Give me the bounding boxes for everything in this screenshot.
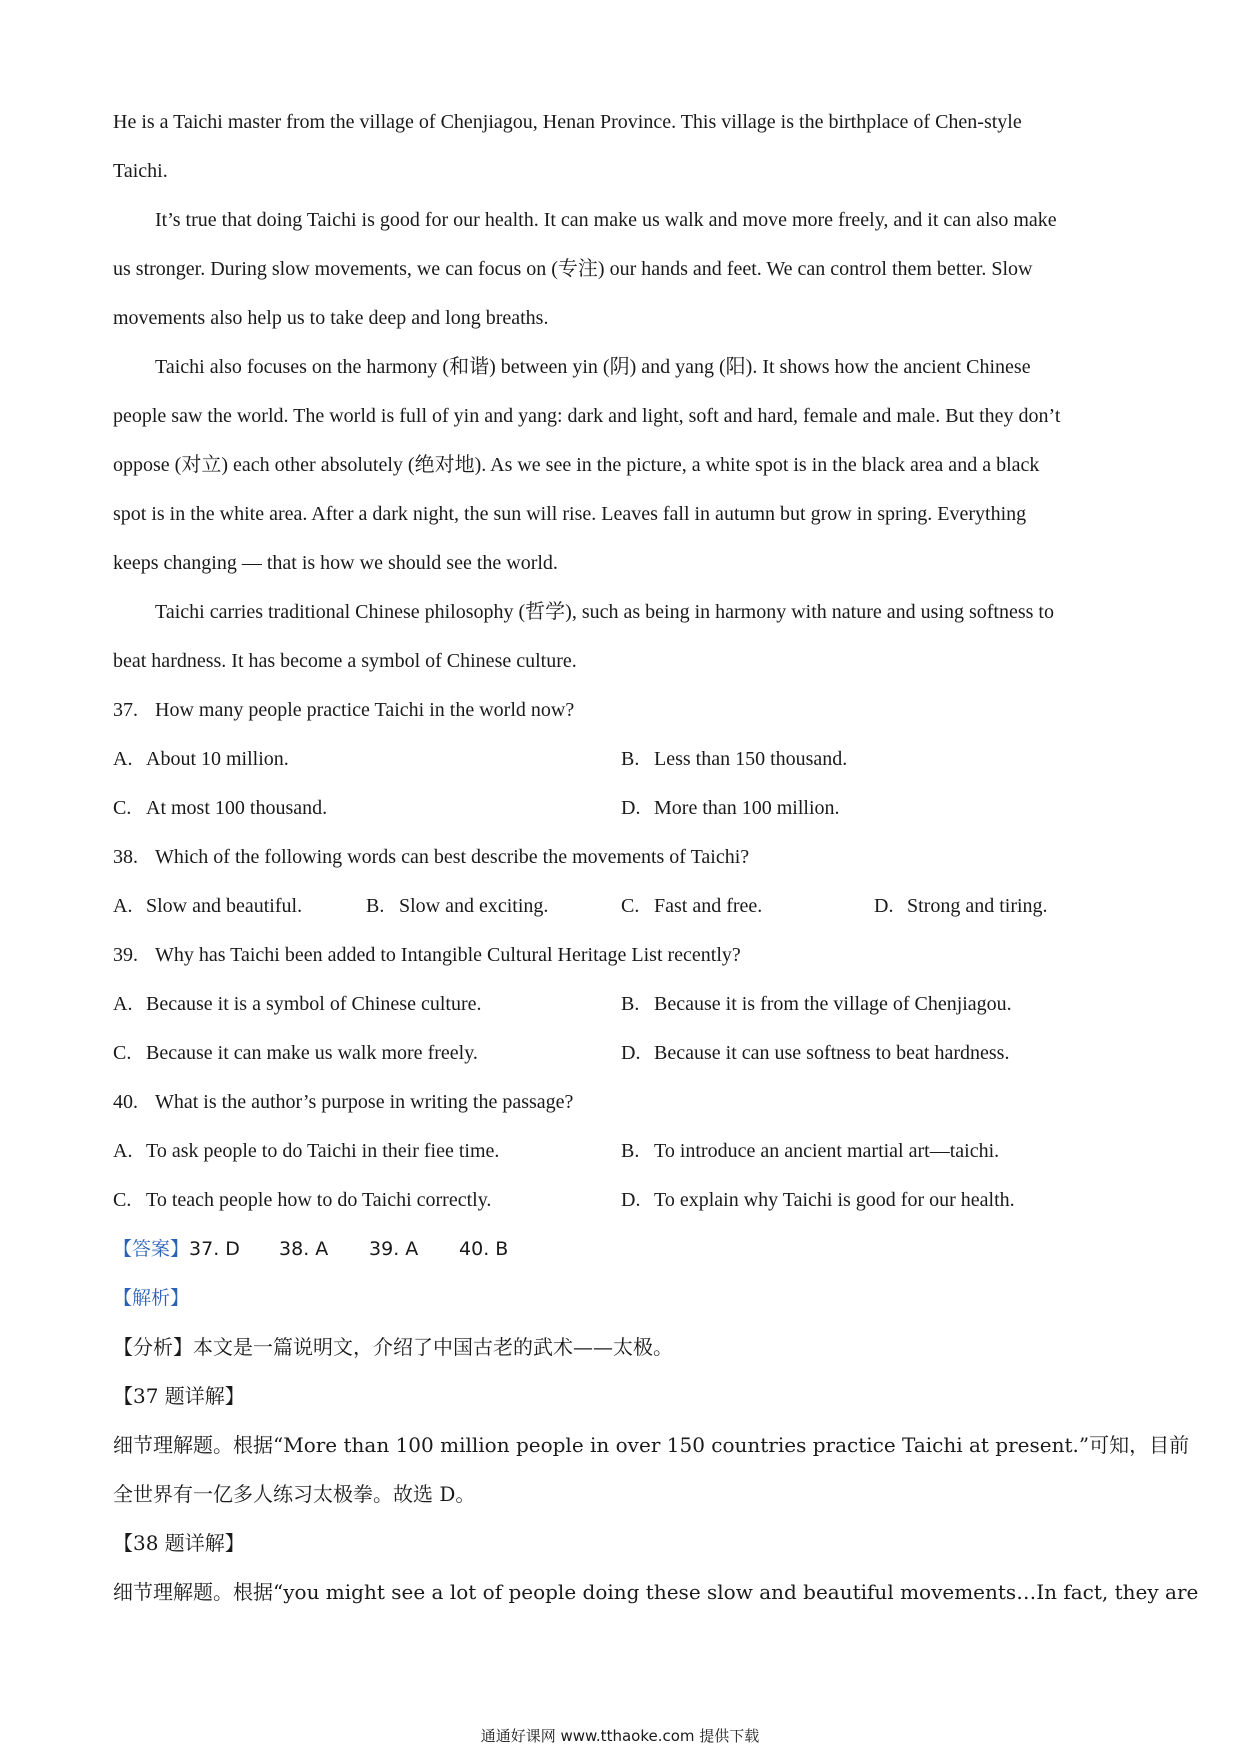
answer-item: 37. D <box>189 1238 240 1260</box>
q38-heading: 【38 题详解】 <box>113 1531 245 1555</box>
answer-item: 40. B <box>459 1238 509 1260</box>
question-number: 37. <box>113 699 138 721</box>
option-39-c[interactable]: C. Because it can make us walk more freely. <box>113 1042 478 1064</box>
q37-explanation-line: 全世界有一亿多人练习太极拳。故选 D。 <box>113 1482 476 1506</box>
option-39-d[interactable]: D. Because it can use softness to beat hardness. <box>621 1042 1010 1064</box>
option-37-b[interactable]: B. Less than 150 thousand. <box>621 748 848 770</box>
analysis-heading <box>113 1274 1133 1323</box>
answer-key <box>113 1225 1133 1274</box>
answer-item: 39. A <box>369 1238 419 1260</box>
options-row <box>113 735 1133 784</box>
option-39-b[interactable]: B. Because it is from the village of Chenjiagou. <box>621 993 1012 1015</box>
option-37-c[interactable]: C. At most 100 thousand. <box>113 797 328 819</box>
passage-line: us stronger. During slow movements, we can focus on (专注) our hands and feet. We can control them better. Slow <box>113 258 1033 280</box>
option-38-c[interactable]: C. Fast and free. <box>621 895 763 917</box>
q37-heading: 【37 题详解】 <box>113 1384 245 1408</box>
summary-label: 【分析】 <box>113 1335 193 1359</box>
answer-item: 38. A <box>279 1238 329 1260</box>
option-39-a[interactable]: A. Because it is a symbol of Chinese culture. <box>113 993 482 1015</box>
question-number: 39. <box>113 944 138 966</box>
passage-line: movements also help us to take deep and long breaths. <box>113 307 549 329</box>
summary-text: 本文是一篇说明文，介绍了中国古老的武术——太极。 <box>193 1335 673 1359</box>
analysis-summary <box>113 1323 1133 1372</box>
question-40 <box>113 1078 1133 1127</box>
option-40-a[interactable]: A. To ask people to do Taichi in their fiee time. <box>113 1140 500 1162</box>
options-row <box>113 882 1133 931</box>
options-row <box>113 784 1133 833</box>
passage-line: oppose (对立) each other absolutely (绝对地). As we see in the picture, a white spot is in the black area and a black <box>113 454 1040 476</box>
passage-line: He is a Taichi master from the village of Chenjiagou, Henan Province. This village is the birthplace of Chen-style <box>113 111 1022 133</box>
question-text: What is the author’s purpose in writing the passage? <box>155 1091 574 1113</box>
question-38 <box>113 833 1133 882</box>
q38-explanation-line: 细节理解题。根据“you might see a lot of people doing these slow and beautiful movements…In fact, they are <box>113 1580 1199 1604</box>
question-text: Why has Taichi been added to Intangible Cultural Heritage List recently? <box>155 944 741 966</box>
passage-line: It’s true that doing Taichi is good for our health. It can make us walk and move more freely, and it can also make <box>155 209 1057 231</box>
analysis-label: 【解析】 <box>113 1287 190 1309</box>
options-row <box>113 1029 1133 1078</box>
question-39 <box>113 931 1133 980</box>
passage-line: Taichi. <box>113 160 168 182</box>
option-38-d[interactable]: D. Strong and tiring. <box>874 895 1048 917</box>
question-37 <box>113 686 1133 735</box>
answer-label: 【答案】 <box>113 1238 190 1260</box>
option-40-b[interactable]: B. To introduce an ancient martial art—taichi. <box>621 1140 1000 1162</box>
question-number: 38. <box>113 846 138 868</box>
q37-explanation-line: 细节理解题。根据“More than 100 million people in over 150 countries practice Taichi at present.”可知，目前 <box>113 1433 1190 1457</box>
question-text: How many people practice Taichi in the world now? <box>155 699 575 721</box>
question-text: Which of the following words can best describe the movements of Taichi? <box>155 846 750 868</box>
option-40-c[interactable]: C. To teach people how to do Taichi correctly. <box>113 1189 492 1211</box>
page-footer: 通通好课网 www.tthaoke.com 提供下载 <box>480 1727 760 1745</box>
passage-line: people saw the world. The world is full of yin and yang: dark and light, soft and hard, female and male. But they don’t <box>113 405 1061 427</box>
document-page <box>113 98 1199 1617</box>
option-38-a[interactable]: A. Slow and beautiful. <box>113 895 303 917</box>
options-row <box>113 1176 1133 1225</box>
option-37-a[interactable]: A. About 10 million. <box>113 748 289 770</box>
passage-line: spot is in the white area. After a dark night, the sun will rise. Leaves fall in autumn but grow in spring. Everything <box>113 503 1027 525</box>
passage-line: Taichi carries traditional Chinese philosophy (哲学), such as being in harmony with nature and using softness to <box>155 601 1054 623</box>
passage-line: keeps changing — that is how we should see the world. <box>113 552 558 574</box>
option-37-d[interactable]: D. More than 100 million. <box>621 797 840 819</box>
question-number: 40. <box>113 1091 138 1113</box>
option-38-b[interactable]: B. Slow and exciting. <box>366 895 549 917</box>
passage-line: beat hardness. It has become a symbol of Chinese culture. <box>113 650 577 672</box>
options-row <box>113 1127 1133 1176</box>
options-row <box>113 980 1133 1029</box>
passage-line: Taichi also focuses on the harmony (和谐) between yin (阴) and yang (阳). It shows how the ancient Chinese <box>155 356 1031 378</box>
option-40-d[interactable]: D. To explain why Taichi is good for our health. <box>621 1189 1015 1211</box>
